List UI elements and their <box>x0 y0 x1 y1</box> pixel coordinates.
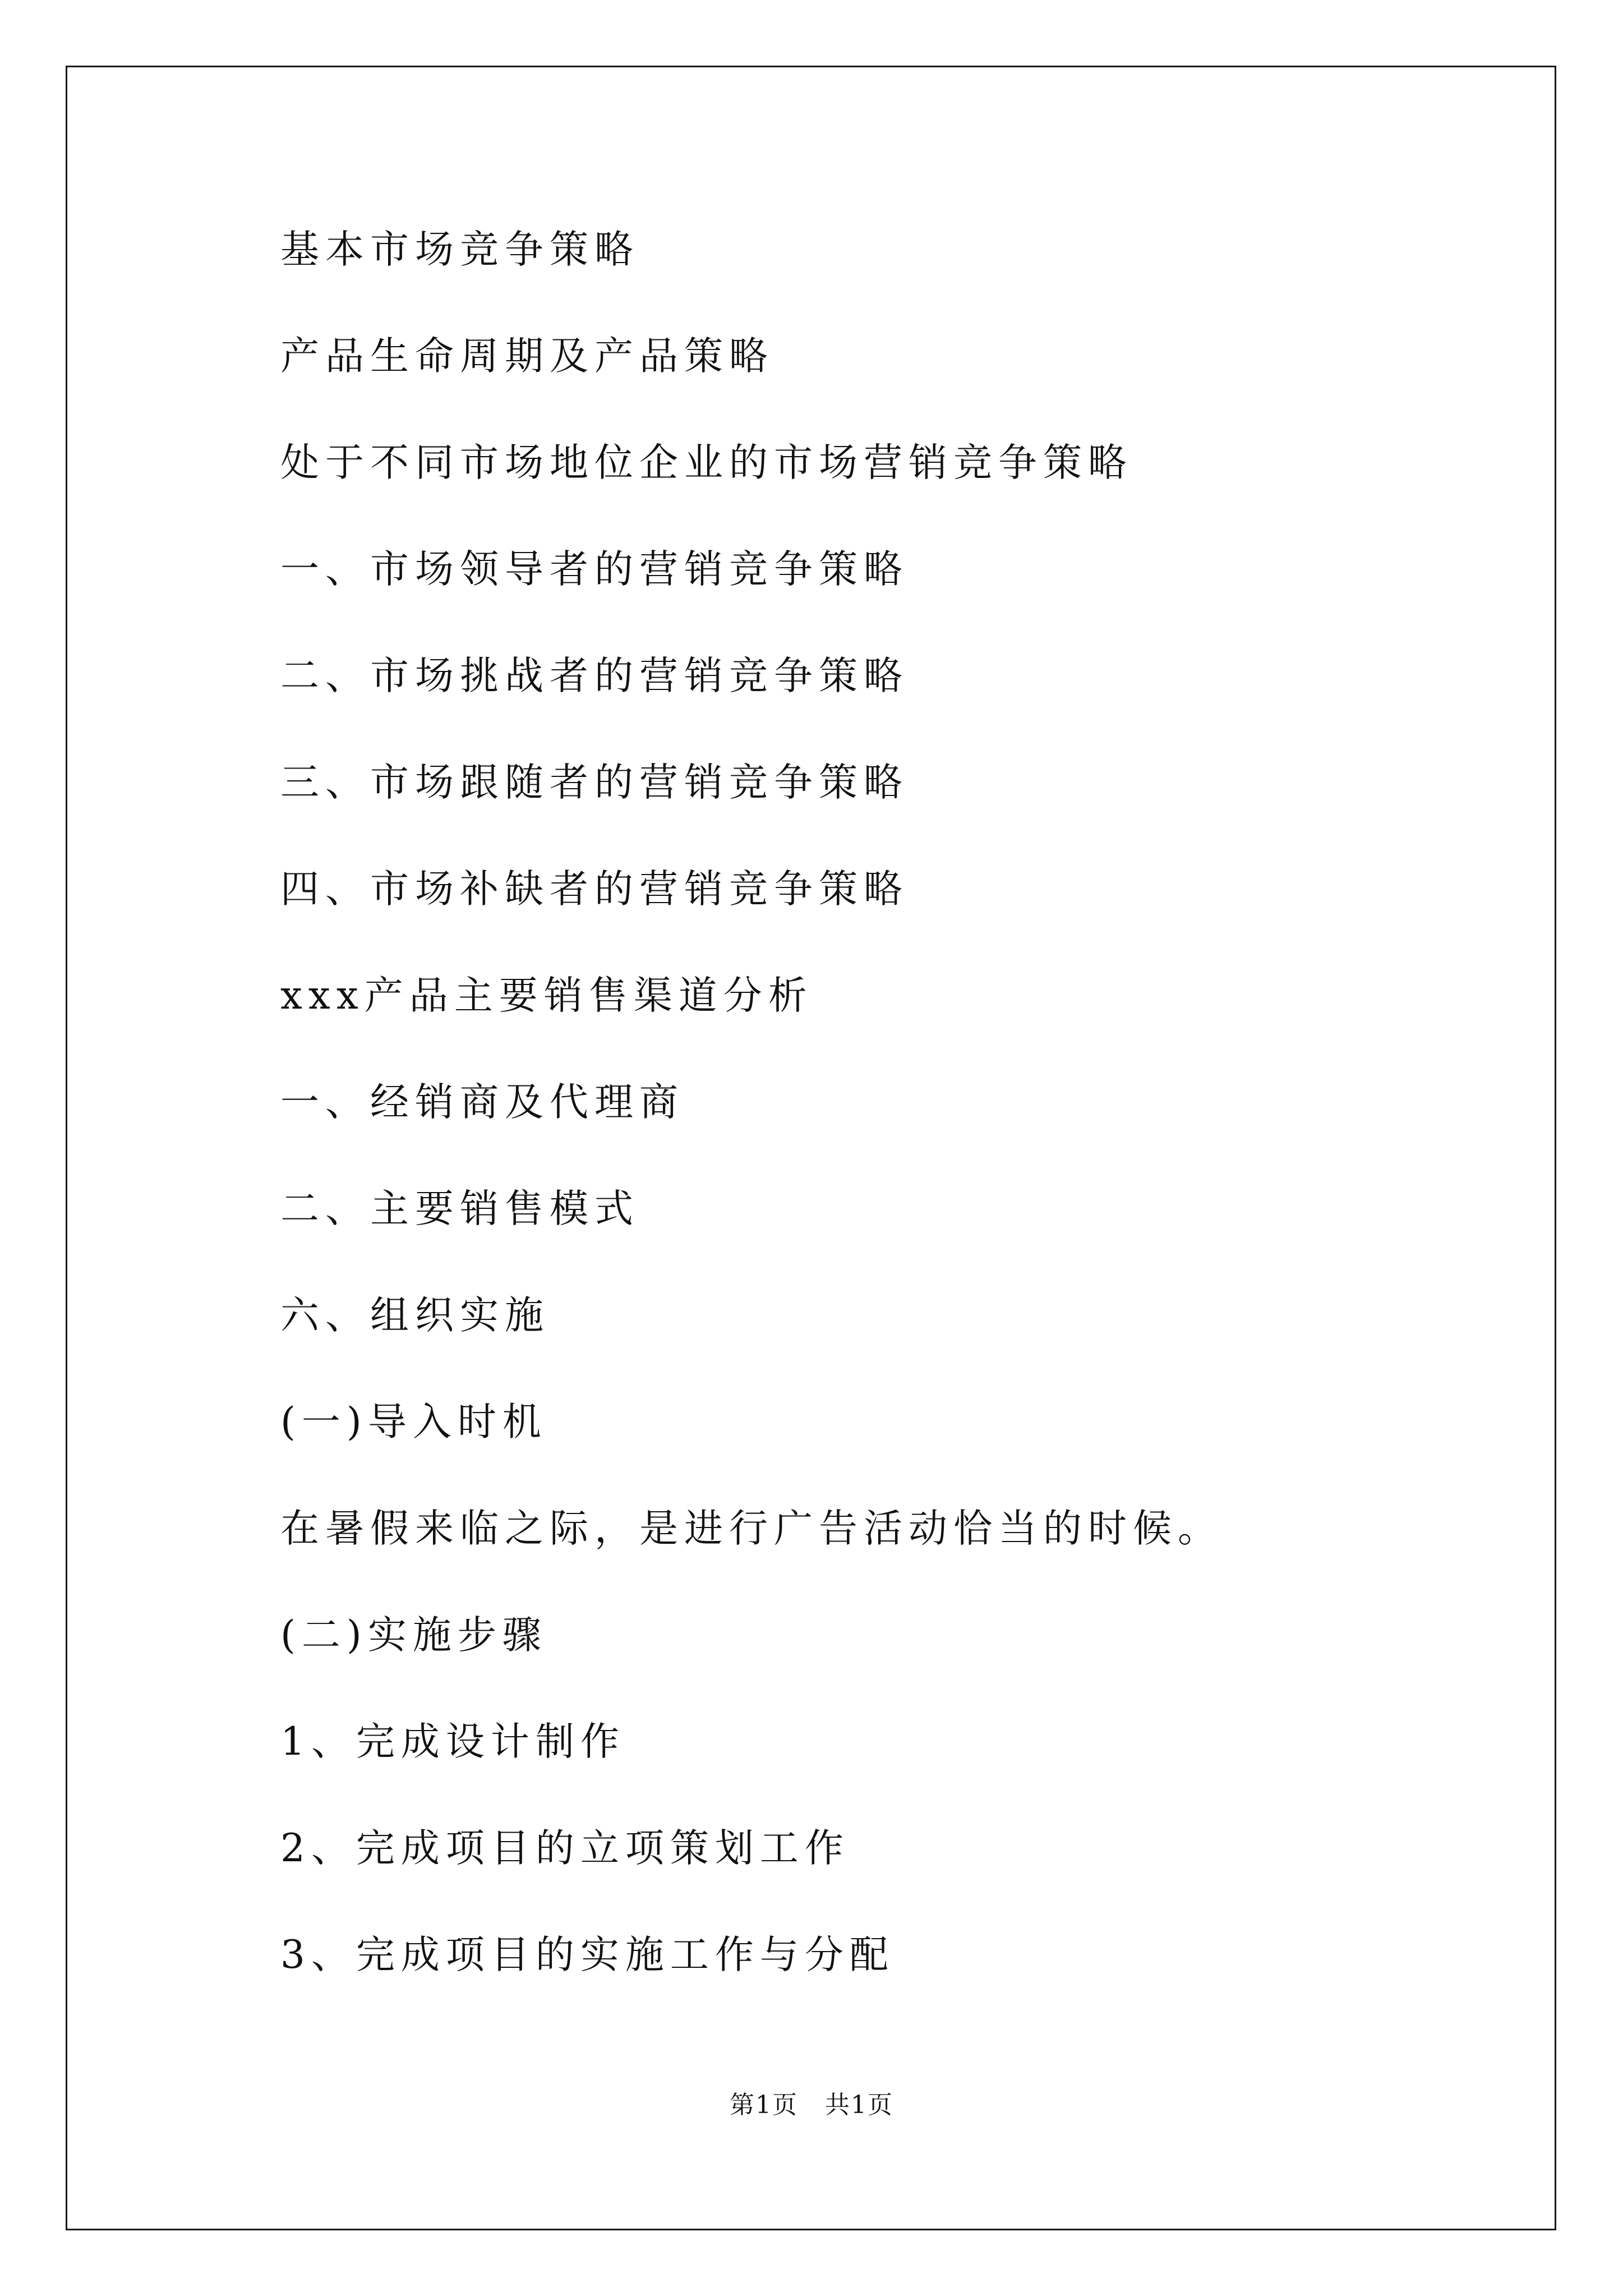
text-line-market-position-strategy: 处于不同市场地位企业的市场营销竞争策略 <box>280 440 1133 485</box>
text-line-nicher-strategy: 四、市场补缺者的营销竞争策略 <box>280 867 909 912</box>
text-line-sales-channel-analysis: xxx产品主要销售渠道分析 <box>280 973 813 1018</box>
text-line-timing: (一)导入时机 <box>280 1400 547 1444</box>
text-line-sales-modes: 二、主要销售模式 <box>280 1186 639 1231</box>
text-line-follower-strategy: 三、市场跟随者的营销竞争策略 <box>280 760 909 805</box>
text-line-organization-implementation: 六、组织实施 <box>280 1293 550 1338</box>
text-line-dealers-agents: 一、经销商及代理商 <box>280 1080 684 1125</box>
page-total: 共1页 <box>825 2091 893 2119</box>
page-border <box>66 66 1556 2230</box>
text-line-challenger-strategy: 二、市场挑战者的营销竞争策略 <box>280 654 909 698</box>
text-line-leader-strategy: 一、市场领导者的营销竞争策略 <box>280 547 909 592</box>
text-line-heading-competition-strategy: 基本市场竞争策略 <box>280 227 639 272</box>
text-line-step-2: 2、完成项目的立项策划工作 <box>280 1826 850 1871</box>
page-footer <box>0 2088 1623 2122</box>
page-number: 第1页 <box>730 2091 798 2119</box>
text-line-step-1: 1、完成设计制作 <box>280 1719 625 1764</box>
text-line-product-lifecycle: 产品生命周期及产品策略 <box>280 334 774 379</box>
text-line-implementation-steps: (二)实施步骤 <box>280 1613 547 1658</box>
text-line-step-3: 3、完成项目的实施工作与分配 <box>280 1932 895 1977</box>
text-line-summer-ad-campaign: 在暑假来临之际，是进行广告活动恰当的时候。 <box>280 1506 1223 1551</box>
